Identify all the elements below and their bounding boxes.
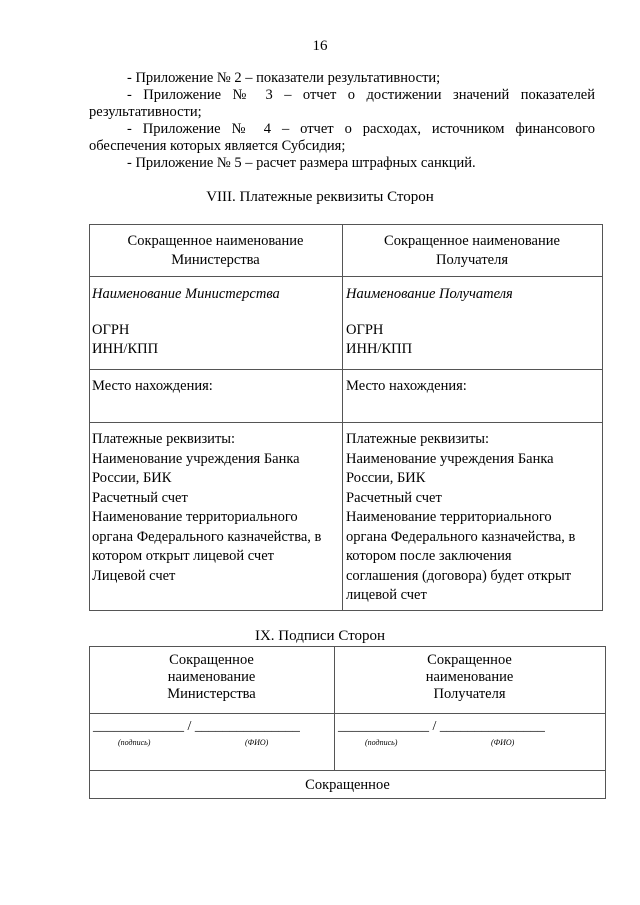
col2-header: Сокращенное наименование Получателя: [384, 233, 560, 268]
col2-inn-kpp: ИНН/КПП: [346, 341, 413, 357]
col1-payment-details: Платежные реквизиты: Наименование учреждения Банка России, БИК Расчетный счет Наименование территориального органа Федерального казначейства, в котором открыт лицевой счет Лицевой счет: [92, 431, 322, 584]
sig-col2-signature-label: (подпись): [365, 738, 398, 747]
page-number: 16: [312, 38, 328, 54]
col2-name: Наименование Получателя: [346, 286, 513, 302]
signatures-table: [89, 646, 606, 799]
col1-header: Сокращенное наименование Министерства: [127, 233, 304, 268]
appendix-item-4-cont: обеспечения которых является Субсидия;: [89, 138, 346, 154]
col2-name-block: [346, 285, 600, 359]
section8-title: VIII. Платежные реквизиты Сторон: [206, 189, 434, 205]
appendix-item-2: - Приложение № 2 – показатели результативности;: [127, 70, 441, 86]
sig-col2-line[interactable]: _____________ / _______________: [338, 719, 545, 734]
col1-inn-kpp: ИНН/КПП: [92, 341, 159, 357]
sig-col1-signature-label: (подпись): [118, 738, 151, 747]
appendix-item-3-cont: результативности;: [89, 104, 202, 120]
col1-ogrn: ОГРН: [92, 322, 130, 338]
appendix-item-5: - Приложение № 5 – расчет размера штрафных санкций.: [127, 155, 476, 171]
sig-col2-fio-label: (ФИО): [491, 738, 515, 747]
col2-location: Место нахождения:: [346, 378, 467, 394]
appendix-item-3: - Приложение № 3 – отчет о достижении значений показателей: [127, 87, 595, 103]
section9-title: IX. Подписи Сторон: [254, 628, 386, 644]
sig-col1-header: Сокращенное наименование Министерства: [167, 652, 256, 702]
col1-name-block: [92, 285, 340, 359]
sig-col2-header: Сокращенное наименование Получателя: [425, 652, 514, 702]
sig-bottom-row: Сокращенное: [305, 777, 390, 793]
sig-col1-fio-label: (ФИО): [245, 738, 269, 747]
col2-ogrn: ОГРН: [346, 322, 384, 338]
col1-name: Наименование Министерства: [92, 286, 280, 302]
col2-payment-details: Платежные реквизиты: Наименование учреждения Банка России, БИК Расчетный счет Наименование территориального органа Федерального казначейства, в котором после заключения соглашения (договора) будет открыт лицевой счет: [346, 431, 576, 603]
sig-col1-line[interactable]: _____________ / _______________: [93, 719, 300, 734]
appendix-item-4: - Приложение № 4 – отчет о расходах, источником финансового: [127, 121, 595, 137]
col1-location: Место нахождения:: [92, 378, 213, 394]
payment-details-table: [89, 224, 603, 611]
